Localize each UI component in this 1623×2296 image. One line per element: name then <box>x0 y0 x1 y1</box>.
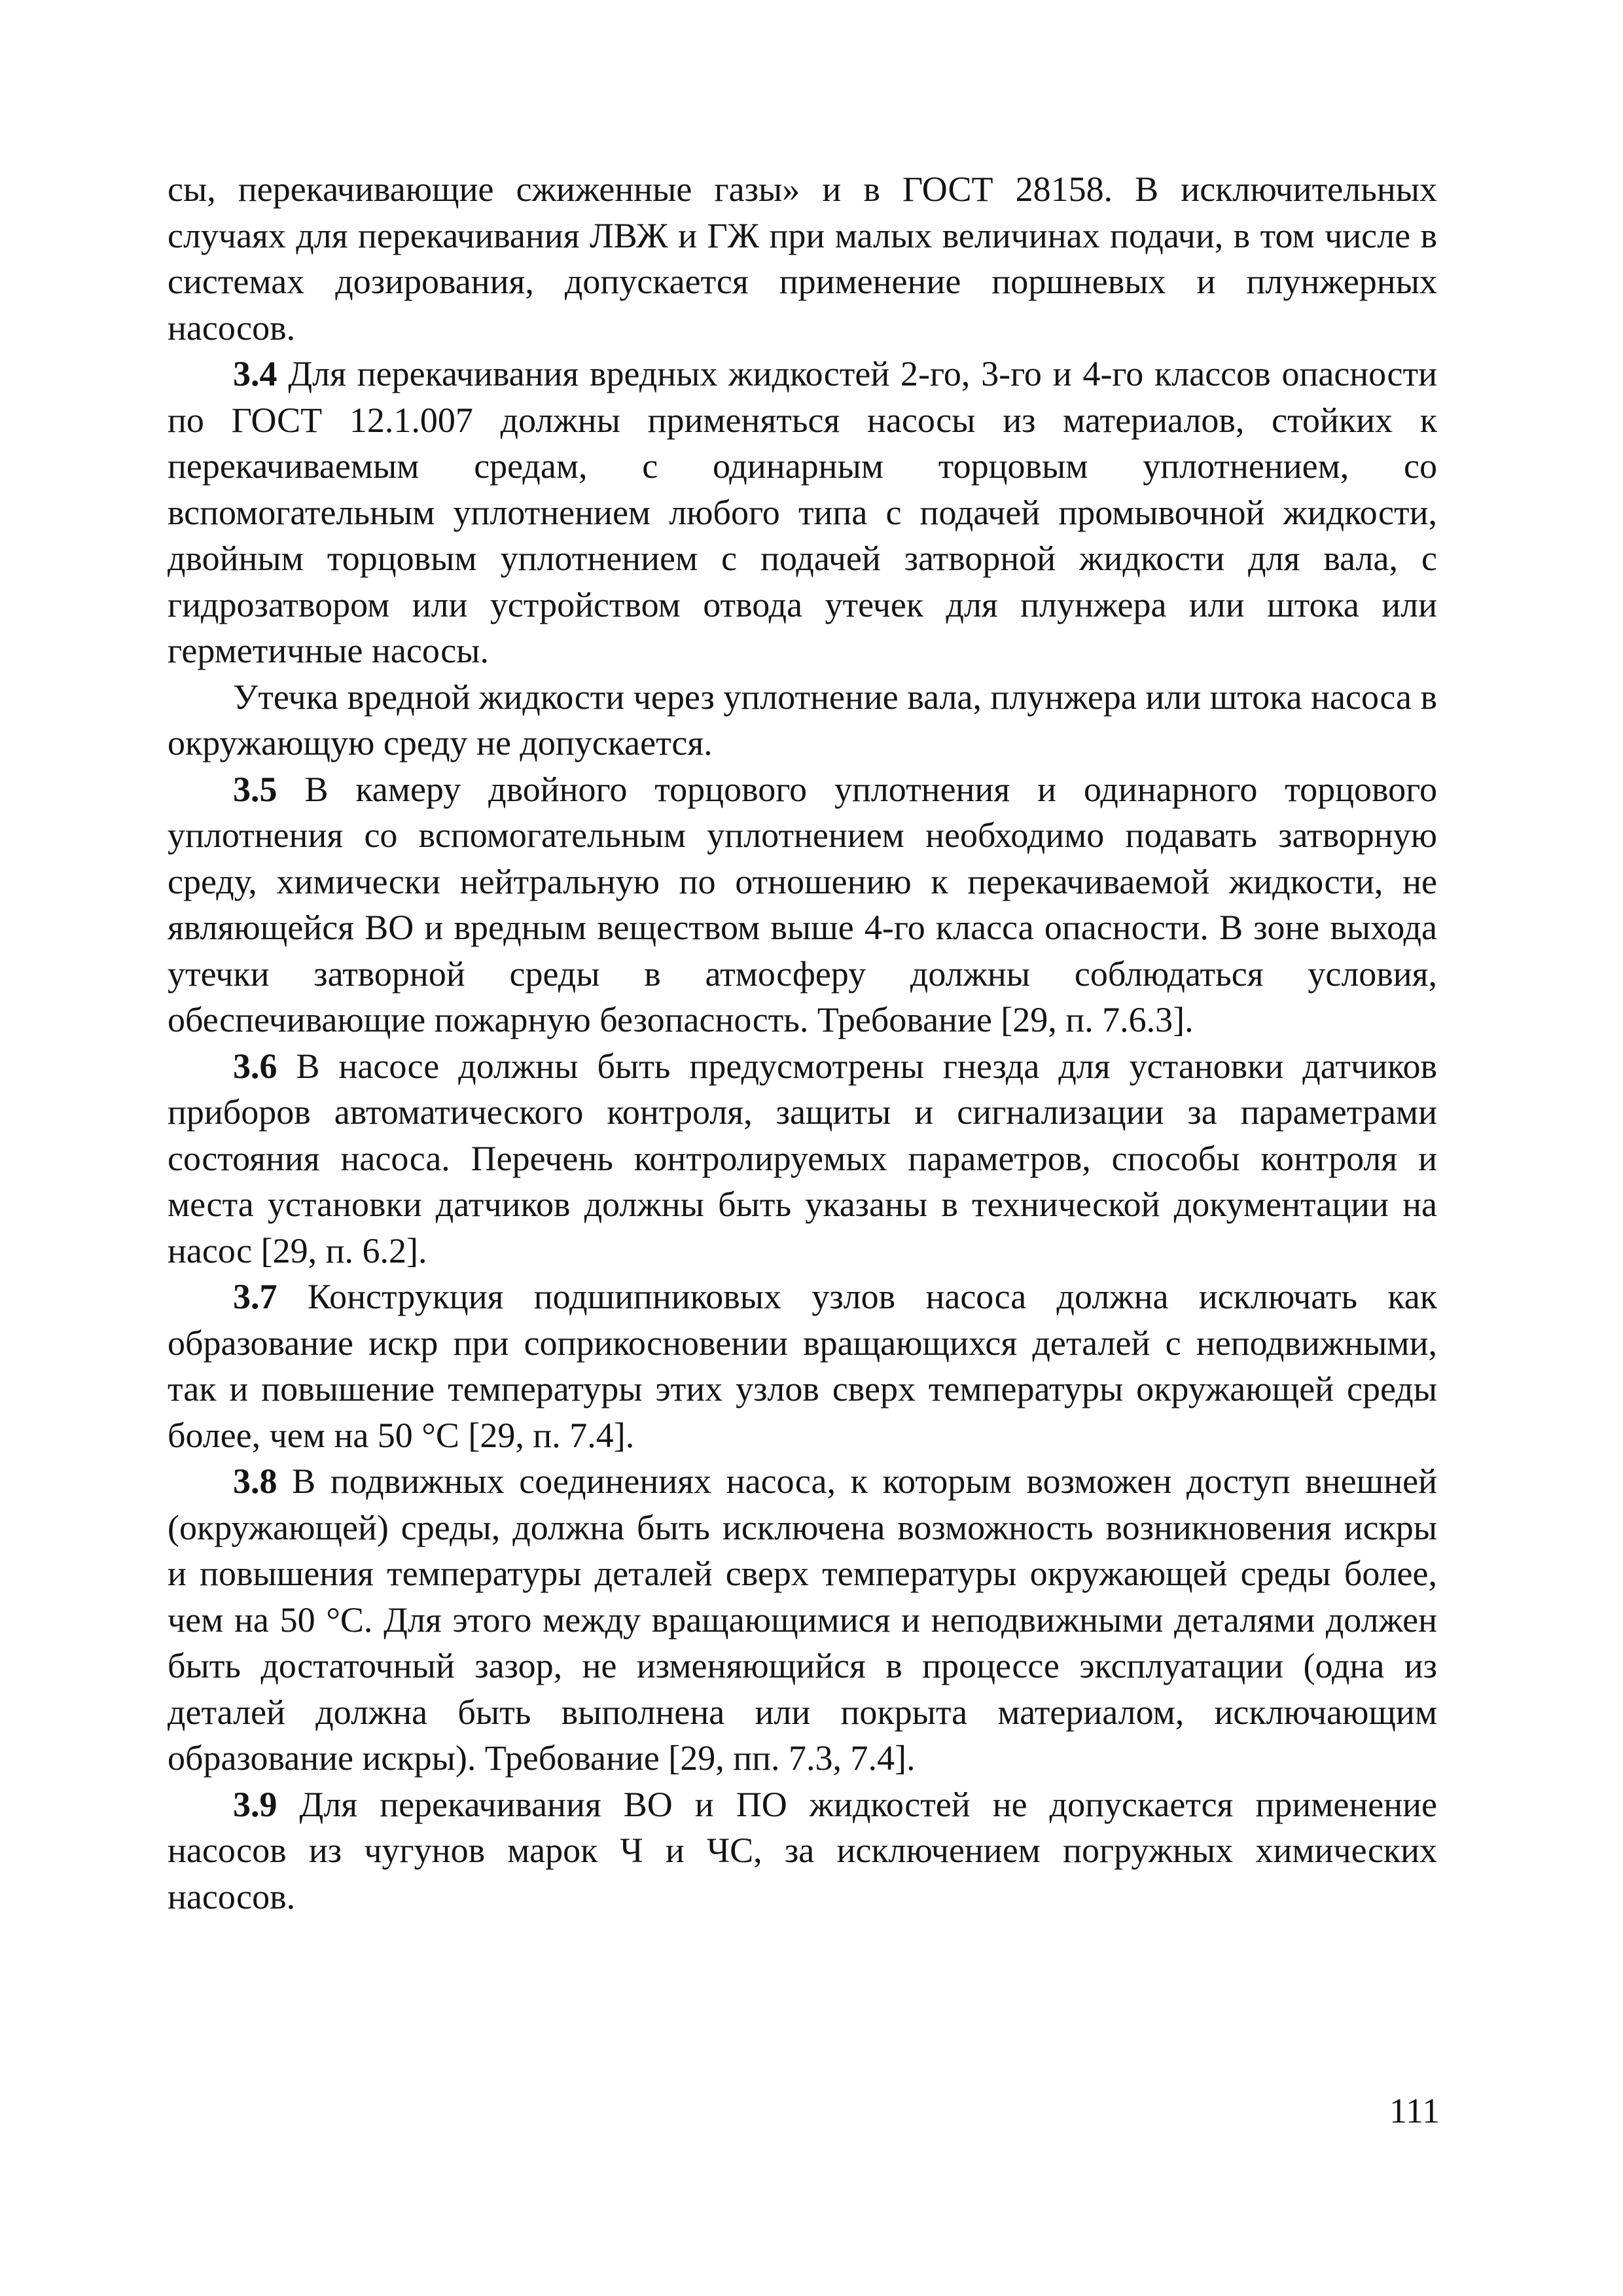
paragraph-3-7 <box>168 1274 1437 1458</box>
paragraph-text: В насосе должны быть предусмотрены гнезда для установки датчиков приборов автоматического контроля, защиты и сигнализации за параметрами состояния насоса. Перечень контролируемых параметров, способы контроля и места установки датчиков должны быть указаны в технической документации на насос [29, п. 6.2]. <box>168 1046 1437 1270</box>
section-number: 3.8 <box>233 1462 277 1501</box>
paragraph-leak <box>168 674 1437 766</box>
paragraph-3-9 <box>168 1782 1437 1920</box>
paragraph-text: Конструкция подшипниковых узлов насоса должна исключать как образование искр при соприкосновении вращающихся деталей с неподвижными, так и повышение температуры этих узлов сверх температуры окружающей среды более, чем на 50 °С [29, п. 7.4]. <box>168 1277 1437 1455</box>
paragraph-3-6 <box>168 1043 1437 1274</box>
paragraph-continuation <box>168 166 1437 351</box>
section-number: 3.6 <box>233 1046 277 1086</box>
paragraph-3-4 <box>168 351 1437 674</box>
body-text <box>168 166 1437 1920</box>
paragraph-text: Для перекачивания ВО и ПО жидкостей не допускается применение насосов из чугунов марок Ч и ЧС, за исключением погружных химических насосов. <box>168 1784 1437 1916</box>
paragraph-text: Утечка вредной жидкости через уплотнение вала, плунжера или штока насоса в окружающую среду не допускается. <box>168 677 1437 762</box>
paragraph-text: В подвижных соединениях насоса, к которым возможен доступ внешней (окружающей) среды, должна быть исключена возможность возникновения искры и повышения температуры деталей сверх температуры окружающей среды более, чем на 50 °С. Для этого между вращающимися и неподвижными деталями должен быть достаточный зазор, не изменяющийся в процессе эксплуатации (одна из деталей должна быть выполнена или покрыта материалом, исключающим образование искры). Требование [29, пп. 7.3, 7.4]. <box>168 1462 1437 1778</box>
section-number: 3.9 <box>233 1784 277 1824</box>
page-number: 111 <box>1389 2091 1440 2130</box>
paragraph-text: В камеру двойного торцового уплотнения и одинарного торцового уплотнения со вспомогательным уплотнением необходимо подавать затворную среду, химически нейтральную по отношению к перекачиваемой жидкости, не являющейся ВО и вредным веществом выше 4-го класса опасности. В зоне выхода утечки затворной среды в атмосферу должны соблюдаться условия, обеспечивающие пожарную безопасность. Требование [29, п. 7.6.3]. <box>168 769 1437 1039</box>
section-number: 3.4 <box>233 354 277 393</box>
paragraph-3-5 <box>168 766 1437 1043</box>
section-number: 3.7 <box>233 1277 277 1316</box>
paragraph-text: Для перекачивания вредных жидкостей 2-го, 3-го и 4-го классов опасности по ГОСТ 12.1.007 должны применяться насосы из материалов, стойких к перекачиваемым средам, с одинарным торцовым уплотнением, со вспомогательным уплотнением любого типа с подачей промывочной жидкости, двойным торцовым уплотнением с подачей затворной жидкости для вала, с гидрозатвором или устройством отвода утечек для плунжера или штока или герметичные насосы. <box>168 354 1437 670</box>
paragraph-3-8 <box>168 1458 1437 1782</box>
section-number: 3.5 <box>233 769 277 809</box>
paragraph-text: сы, перекачивающие сжиженные газы» и в ГОСТ 28158. В исключительных случаях для перекачивания ЛВЖ и ГЖ при малых величинах подачи, в том числе в системах дозирования, допускается применение поршневых и плунжерных насосов. <box>168 170 1437 348</box>
